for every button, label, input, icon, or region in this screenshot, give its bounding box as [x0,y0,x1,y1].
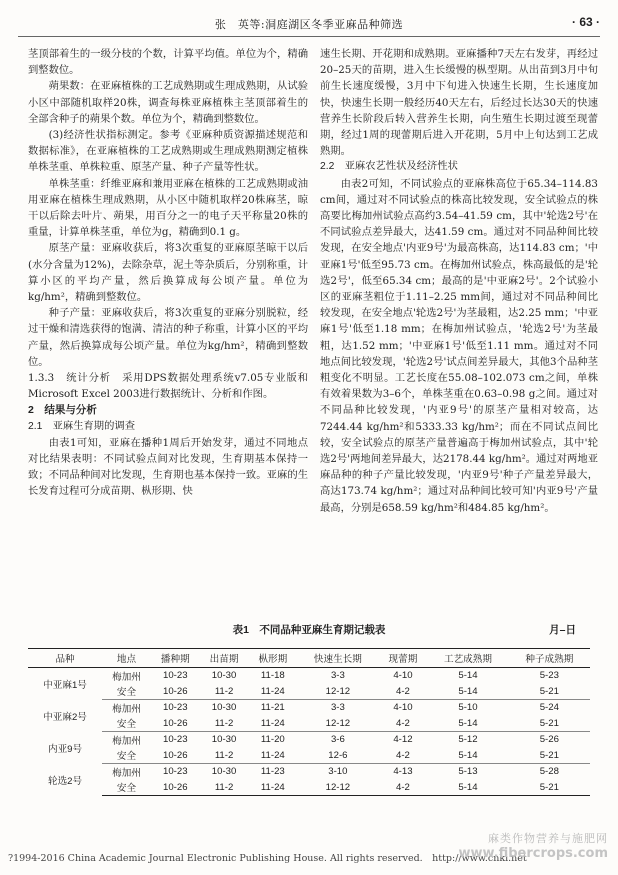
table-body [28,668,590,796]
table-header-row [28,649,590,668]
date-cell: 10-26 [151,780,200,796]
date-cell: 11-2 [200,748,249,764]
location-cell: 梅加州 [112,767,141,779]
left-column [28,46,308,500]
date-cell: 11-18 [260,670,285,682]
table-row [28,684,590,700]
date-cell: 4-10 [393,702,413,714]
column-header: 种子成熟期 [509,649,590,668]
table-row [28,732,590,748]
table-row [28,700,590,716]
date-cell: 11-23 [260,766,285,778]
column-header: 品种 [28,649,102,668]
date-cell: 10-26 [151,684,200,700]
copyright-footer: ?1994-2016 China Academic Journal Electronic Publishing House. All rights reserved. http://www.cnki.net [8,853,527,864]
date-cell: 3-3 [330,702,345,714]
variety-cell: 中亚麻2号 [43,711,87,723]
date-cell: 5-14 [427,780,508,796]
date-cell: 11-21 [260,702,285,714]
column-header: 现蕾期 [379,649,428,668]
left-paragraph: (3)经济性状指标测定。参考《亚麻种质资源描述规范和数据标准》，在亚麻植株的工艺成熟期或生理成熟期测定植株单株茎重、单株粒重、原茎产量、种子产量等性状。 [28,129,308,174]
date-cell: 5-24 [539,702,559,714]
date-cell: 5-21 [509,780,590,796]
date-cell: 5-14 [427,716,508,732]
left-paragraph: 单株茎重：纤维亚麻和兼用亚麻在植株的工艺成熟期或油用亚麻在植株生理成熟期，从小区中随机取样20株麻茎，晾干以后除去叶片、蒴果，用百分之一的电子天平称量20株的重量，计算单株茎重，单位为g，精确到0.1 g。 [28,177,308,239]
date-cell: 10-23 [163,734,188,746]
date-cell: 5-21 [509,748,590,764]
date-cell: 12-12 [297,716,378,732]
left-paragraph: 1.3.3 统计分析 采用DPS数据处理系统v7.05专业版和Microsoft Excel 2003进行数据统计、分析和作图。 [28,372,308,401]
location-cell: 安全 [102,684,151,700]
date-cell: 5-14 [458,670,478,682]
right-paragraph: 由表2可知，不同试验点的亚麻株高位于65.34–114.83 cm间，通过对不同试验点的株高比较发现，安全试验点的株高要比梅加州试验点高约3.54–41.59 cm，其中'轮选2号'在不同试验点差异最大，达41.59 cm。通过对不同品种间比较发现，在安全地点'内亚9号'为最高株高，达114.83 cm；'中亚麻1号'低至95.73 cm。在梅加州试验点，株高最低的是'轮选2号'，低至65.34 cm；最高的是'中亚麻2号'。2个试验小区的亚麻茎粗位于1.11–2.25 mm间，通过对不同品种间比较发现，在安全地点'轮选2号'为茎最粗，达2.25 mm；'中亚麻1号'低至1.18 mm；在梅加州试验点，'轮选2号'为茎最粗，达1.52 mm；'中亚麻1号'低至1.11 mm。通过对不同地点间比较发现，'轮选2号'试点间差异最大，其他3个品种茎粗变化不明显。工艺长度在55.08–102.073 cm之间，单株有效着果数为3–6个，单株茎重在0.63–0.98 g之间。通过对不同品种比较发现，'内亚9号'的原茎产量相对较高，达7244.44 kg/hm²和5333.33 kg/hm²；而在不同试点间比较，安全试验点的原茎产量普遍高于梅加州试验点，其中'轮选2号'两地间差异最大，达2178.44 kg/hm²。通过对两地亚麻品种的种子产量比较发现，'内亚9号'种子产量差异最大，高达173.74 kg/hm²；通过对品种间比较可知'内亚9号'产量最高，分别是658.59 kg/hm²和484.85 kg/hm²。 [320,177,598,514]
date-cell: 10-23 [163,670,188,682]
left-paragraph: 种子产量：亚麻收获后，将3次重复的亚麻分别脱粒，经过干燥和清选获得的饱满、清洁的种子称重，计算小区的平均产量，然后换算成每公顷产量。单位为kg/hm²，精确到整数位。 [28,307,308,368]
variety-cell: 中亚麻1号 [43,679,87,691]
date-cell: 3-3 [330,670,345,682]
column-header: 地点 [102,649,151,668]
date-cell: 11-24 [248,716,297,732]
location-cell: 安全 [102,748,151,764]
growth-period-table [28,648,590,796]
variety-cell: 轮选2号 [47,775,83,787]
date-cell: 5-23 [539,670,559,682]
variety-cell: 内亚9号 [47,743,83,755]
date-cell: 11-24 [248,780,297,796]
location-cell: 安全 [102,716,151,732]
date-cell: 5-12 [458,734,478,746]
date-cell: 5-10 [458,702,478,714]
column-header: 工艺成熟期 [427,649,508,668]
table-caption-bar [28,622,590,638]
section-heading: 2 结果与分析 [28,404,97,417]
date-cell: 4-13 [393,766,413,778]
table-caption: 表1 不同品种亚麻生育期记载表 [232,624,386,636]
date-cell: 5-13 [458,766,478,778]
left-paragraph: 原茎产量：亚麻收获后，将3次重复的亚麻原茎晾干以后(水分含量为12%)，去除杂草，泥土等杂质后，分别称重，计算小区的平均产量，然后换算成每公顷产量。单位为kg/hm²，精确到整数位。 [28,242,308,304]
column-header: 出苗期 [200,649,249,668]
right-paragraph: 速生长期、开花期和成熟期。亚麻播种7天左右发芽，再经过20–25天的苗期，进入生长缓慢的枞型期。从出苗到3月中旬前生长速度缓慢，3月中下旬进入快速生长期，生长速度加快，快速生长期一般经历40天左右，后经过长达30天的快速营养生长阶段后转入营养生长期，向生殖生长期过渡至现蕾期，经过1周的现蕾期后进入开花期，5月中上旬达到工艺成熟期。 [320,48,598,158]
watermark-url: www.fibercrops.com [458,846,608,861]
date-cell: 5-21 [509,716,590,732]
location-cell: 梅加州 [112,735,141,747]
date-cell: 12-12 [297,684,378,700]
right-column [320,46,598,516]
date-cell: 10-26 [151,748,200,764]
location-cell: 安全 [102,780,151,796]
date-cell: 4-2 [379,716,428,732]
date-cell: 5-14 [427,748,508,764]
date-cell: 11-24 [248,748,297,764]
table-unit: 月–日 [549,624,576,636]
date-cell: 4-2 [379,748,428,764]
date-cell: 11-2 [200,780,249,796]
date-cell: 3-6 [330,734,345,746]
date-cell: 10-30 [211,702,237,714]
date-cell: 10-30 [211,766,237,778]
left-paragraph: 茎顶部着生的一级分枝的个数，计算平均值。单位为个，精确到整数位。 [28,48,308,77]
table-row [28,764,590,780]
watermark [458,830,608,861]
date-cell: 5-26 [539,734,559,746]
date-cell: 5-14 [427,684,508,700]
location-cell: 梅加州 [112,671,141,683]
date-cell: 5-28 [539,766,559,778]
date-cell: 11-2 [200,684,249,700]
date-cell: 11-2 [200,716,249,732]
watermark-text: 麻类作物营养与施肥网 [488,832,608,845]
table-row [28,668,590,684]
date-cell: 10-30 [211,670,237,682]
date-cell: 4-2 [379,684,428,700]
column-header: 枞形期 [248,649,297,668]
date-cell: 10-30 [211,734,237,746]
table-row [28,748,590,764]
column-header: 快速生长期 [297,649,378,668]
date-cell: 4-12 [393,734,413,746]
running-title: 张 英等:洞庭湖区冬季亚麻品种筛选 [214,18,404,31]
date-cell: 5-21 [509,684,590,700]
date-cell: 3-10 [328,766,348,778]
date-cell: 12-6 [297,748,378,764]
left-paragraph: 蒴果数：在亚麻植株的工艺成熟期或生理成熟期，从试验小区中部随机取样20株，调查每株亚麻植株主茎顶部着生的全部含种子的蒴果个数。单位为个，精确到整数位。 [28,80,308,125]
date-cell: 4-10 [393,670,413,682]
subsection-heading: 2.2 亚麻农艺性状及经济性状 [320,161,458,173]
date-cell: 10-26 [151,716,200,732]
date-cell: 10-23 [163,766,188,778]
left-paragraph: 由表1可知，亚麻在播种1周后开始发芽，通过不同地点对比结果表明：不同试验点间对比发现，生育期基本保持一致；不同品种间对比发现，生育期也基本保持一致。亚麻的生长发育过程可分成苗期、枞形期、快 [28,436,308,498]
date-cell: 10-23 [163,702,188,714]
location-cell: 梅加州 [112,703,141,715]
running-header [18,14,600,37]
date-cell: 11-20 [260,734,285,746]
date-cell: 4-2 [379,780,428,796]
subsection-heading: 2.1 亚麻生育期的调查 [28,420,135,432]
table-row [28,716,590,732]
page-number: · 63 · [571,15,600,29]
table-row [28,780,590,796]
column-header: 播种期 [151,649,200,668]
date-cell: 11-24 [248,684,297,700]
date-cell: 12-12 [297,780,378,796]
